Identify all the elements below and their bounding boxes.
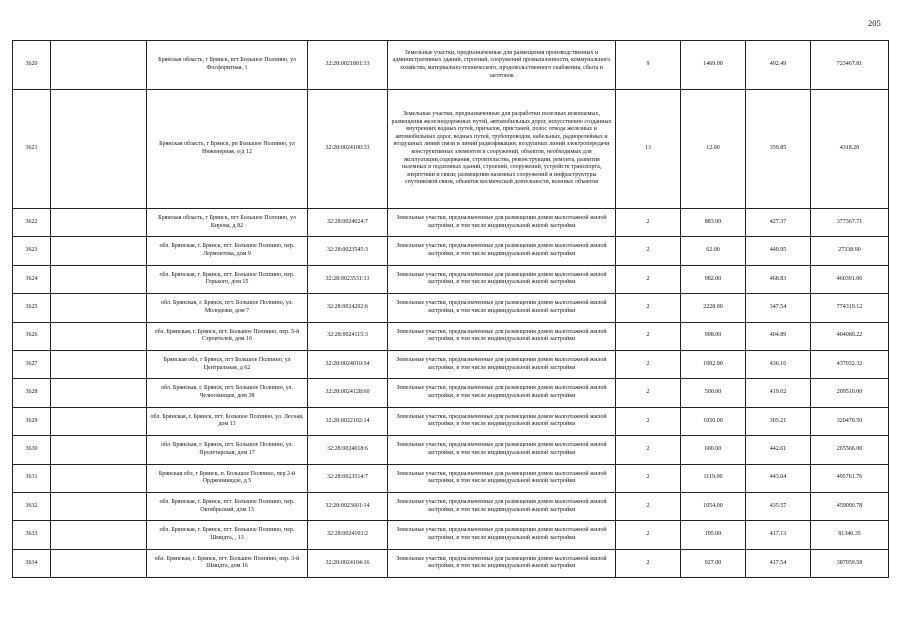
row-number-cell: 3625 (13, 294, 51, 322)
area-cell: 195.00 (681, 521, 746, 549)
row-number-cell: 3632 (13, 492, 51, 520)
area-cell: 927.00 (681, 549, 746, 577)
address-cell: обл. Брянская, г. Брянск, пгт. Большое Полпино, пер. Горького, дом 15 (147, 265, 308, 293)
area-cell: 1469.00 (681, 41, 746, 90)
row-number-cell: 3630 (13, 436, 51, 464)
use-group-code-cell: 2 (616, 265, 681, 293)
blank-cell (51, 492, 147, 520)
specific-value-cell: 419.02 (746, 379, 811, 407)
cadastral-number-cell: 32:28:0023545:3 (308, 237, 388, 265)
cadastral-number-cell: 32:28:0022102:14 (308, 407, 388, 435)
land-use-cell: Земельные участки, предназначенные для размещения домов малоэтажной жилой застройки, в том числе индивидуальной жилой застройки (388, 237, 616, 265)
specific-value-cell: 435.57 (746, 492, 811, 520)
cadastral-value-cell: 4318.20 (811, 90, 889, 209)
address-cell: Брянская область, г Брянск, пгт Большое Полпино, ул Кирова, д 82 (147, 209, 308, 237)
blank-cell (51, 322, 147, 350)
cadastral-value-cell: 387059.58 (811, 549, 889, 577)
area-cell: 1054.00 (681, 492, 746, 520)
use-group-code-cell: 2 (616, 492, 681, 520)
cadastral-value-table (12, 40, 889, 578)
land-use-cell: Земельные участки, предназначенные для размещения домов малоэтажной жилой застройки, в том числе индивидуальной жилой застройки (388, 521, 616, 549)
use-group-code-cell: 2 (616, 294, 681, 322)
blank-cell (51, 379, 147, 407)
address-cell: обл. Брянская, г. Брянск, пгт. Большое Полпино, пер. Шмидта, , 13 (147, 521, 308, 549)
specific-value-cell: 347.54 (746, 294, 811, 322)
specific-value-cell: 440.95 (746, 237, 811, 265)
table-row (13, 436, 889, 464)
address-cell: Брянская область, г Брянск, рп Большое Полпино, ул Инженерная, о/д 12 (147, 90, 308, 209)
specific-value-cell: 442.61 (746, 436, 811, 464)
cadastral-value-cell: 81340.35 (811, 521, 889, 549)
cadastral-value-cell: 437032.32 (811, 350, 889, 378)
cadastral-number-cell: 32:28:0024115:3 (308, 322, 388, 350)
use-group-code-cell: 13 (616, 90, 681, 209)
blank-cell (51, 209, 147, 237)
area-cell: 998.00 (681, 322, 746, 350)
cadastral-value-cell: 320470.50 (811, 407, 889, 435)
area-cell: 62.00 (681, 237, 746, 265)
cadastral-number-cell: 32:28:0024202:6 (308, 294, 388, 322)
cadastral-number-cell: 32:28:0024018:6 (308, 436, 388, 464)
address-cell: Брянская область, г Брянск, пгт Большое Полпино, ул Фосфоритная, 1 (147, 41, 308, 90)
area-cell: 600.00 (681, 436, 746, 464)
use-group-code-cell: 9 (616, 41, 681, 90)
cadastral-value-cell: 495761.76 (811, 464, 889, 492)
row-number-cell: 3626 (13, 322, 51, 350)
table-row (13, 209, 889, 237)
cadastral-number-cell: 32:28:0024104:16 (308, 549, 388, 577)
land-use-cell: Земельные участки, предназначенные для размещения домов малоэтажной жилой застройки, в том числе индивидуальной жилой застройки (388, 436, 616, 464)
land-use-cell: Земельные участки, предназначенные для размещения производственных и административных зданий, строений, сооружений промышленности, коммунального хозяйства, материально-технического, продовольственного снабжения, сбыта и заготовок (388, 41, 616, 90)
use-group-code-cell: 2 (616, 464, 681, 492)
area-cell: 1119.00 (681, 464, 746, 492)
table-row (13, 549, 889, 577)
cadastral-value-cell: 377367.71 (811, 209, 889, 237)
blank-cell (51, 90, 147, 209)
specific-value-cell: 417.13 (746, 521, 811, 549)
table-row (13, 379, 889, 407)
row-number-cell: 3621 (13, 90, 51, 209)
address-cell: обл. Брянская, г. Брянск, пгт. Большое Полпино, пер. Октябрьский, дом 13 (147, 492, 308, 520)
row-number-cell: 3629 (13, 407, 51, 435)
row-number-cell: 3633 (13, 521, 51, 549)
cadastral-number-cell: 32:28:0021801:33 (308, 41, 388, 90)
cadastral-number-cell: 32:28:0023531:13 (308, 265, 388, 293)
cadastral-number-cell: 32:28:0023601:14 (308, 492, 388, 520)
cadastral-number-cell: 32:28:0024024:7 (308, 209, 388, 237)
row-number-cell: 3620 (13, 41, 51, 90)
table-row (13, 41, 889, 90)
address-cell: Брянская обл, г Брянск, п. Большое Полпино, пер 2-й Орджоникидзе, д 5 (147, 464, 308, 492)
table-body (13, 41, 889, 578)
row-number-cell: 3622 (13, 209, 51, 237)
use-group-code-cell: 2 (616, 209, 681, 237)
address-cell: обл. Брянская, г. Брянск, пгт. Большое Полпино, ул. Пролетарская, дом 17 (147, 436, 308, 464)
blank-cell (51, 436, 147, 464)
specific-value-cell: 417.54 (746, 549, 811, 577)
use-group-code-cell: 2 (616, 436, 681, 464)
area-cell: 1050.00 (681, 407, 746, 435)
land-use-cell: Земельные участки, предназначенные для размещения домов малоэтажной жилой застройки, в том числе индивидуальной жилой застройки (388, 407, 616, 435)
row-number-cell: 3627 (13, 350, 51, 378)
blank-cell (51, 41, 147, 90)
table-row (13, 407, 889, 435)
land-use-cell: Земельные участки, предназначенные для размещения домов малоэтажной жилой застройки, в том числе индивидуальной жилой застройки (388, 265, 616, 293)
land-use-cell: Земельные участки, предназначенные для размещения домов малоэтажной жилой застройки, в том числе индивидуальной жилой застройки (388, 492, 616, 520)
use-group-code-cell: 2 (616, 407, 681, 435)
cadastral-value-cell: 265566.00 (811, 436, 889, 464)
cadastral-number-cell: 32:28:0023514:7 (308, 464, 388, 492)
blank-cell (51, 350, 147, 378)
area-cell: 12.00 (681, 90, 746, 209)
land-use-cell: Земельные участки, предназначенные для размещения домов малоэтажной жилой застройки, в том числе индивидуальной жилой застройки (388, 350, 616, 378)
table-row (13, 90, 889, 209)
address-cell: обл. Брянская, г. Брянск, пгт. Большое Полпино, ул. Челюскинцев, дом 38 (147, 379, 308, 407)
land-use-cell: Земельные участки, предназначенные для размещения домов малоэтажной жилой застройки, в том числе индивидуальной жилой застройки (388, 464, 616, 492)
land-use-cell: Земельные участки, предназначенные для разработки полезных ископаемых, размещения железнодорожных путей, автомобильных дорог, искусственно созданных внутренних водных путей, причалов, пристаней, полос отвода железных и автомобильных дорог, водных путей, трубопроводов, кабельных, радиорелейных и воздушных линий связи и линий радиофикации, воздушных линий электропередачи конструктивных элементов и сооружений, объектов, необходимых для эксплуатации,содержания, строительства, реконструкции, ремонта, развития наземных и подземных зданий, строений, сооружений, устройств транспорта, энергетики и связи; размещения наземных сооружений и инфраструктуры спутниковой связи, объектов космической деятельности, военных объектов (388, 90, 616, 209)
land-use-cell: Земельные участки, предназначенные для размещения домов малоэтажной жилой застройки, в том числе индивидуальной жилой застройки (388, 294, 616, 322)
specific-value-cell: 436.16 (746, 350, 811, 378)
cadastral-number-cell: 32:28:0024103:2 (308, 521, 388, 549)
blank-cell (51, 294, 147, 322)
area-cell: 982.00 (681, 265, 746, 293)
table-row (13, 237, 889, 265)
address-cell: обл. Брянская, г. Брянск, пгт. Большое Полпино, ул. Лесная, дом 13 (147, 407, 308, 435)
row-number-cell: 3623 (13, 237, 51, 265)
specific-value-cell: 305.21 (746, 407, 811, 435)
cadastral-number-cell: 32:28:0024010:34 (308, 350, 388, 378)
use-group-code-cell: 2 (616, 237, 681, 265)
table-row (13, 294, 889, 322)
address-cell: обл. Брянская, г. Брянск, пгт. Большое Полпино, ул. Молодежи, дом 7 (147, 294, 308, 322)
table-row (13, 464, 889, 492)
table-row (13, 350, 889, 378)
specific-value-cell: 443.04 (746, 464, 811, 492)
table-row (13, 322, 889, 350)
use-group-code-cell: 2 (616, 379, 681, 407)
land-use-cell: Земельные участки, предназначенные для размещения домов малоэтажной жилой застройки, в том числе индивидуальной жилой застройки (388, 379, 616, 407)
use-group-code-cell: 2 (616, 322, 681, 350)
row-number-cell: 3624 (13, 265, 51, 293)
cadastral-value-cell: 27338.90 (811, 237, 889, 265)
cadastral-value-cell: 209510.00 (811, 379, 889, 407)
use-group-code-cell: 2 (616, 549, 681, 577)
blank-cell (51, 265, 147, 293)
row-number-cell: 3628 (13, 379, 51, 407)
cadastral-value-cell: 404080.22 (811, 322, 889, 350)
use-group-code-cell: 2 (616, 350, 681, 378)
page-number: 205 (868, 18, 881, 28)
table-row (13, 265, 889, 293)
area-cell: 1002.00 (681, 350, 746, 378)
table-row (13, 492, 889, 520)
area-cell: 500.00 (681, 379, 746, 407)
table-row (13, 521, 889, 549)
row-number-cell: 3634 (13, 549, 51, 577)
cadastral-value-cell: 774319.12 (811, 294, 889, 322)
blank-cell (51, 464, 147, 492)
cadastral-number-cell: 32:28:0024128:60 (308, 379, 388, 407)
blank-cell (51, 549, 147, 577)
specific-value-cell: 468.83 (746, 265, 811, 293)
cadastral-number-cell: 32:28:0024100:33 (308, 90, 388, 209)
use-group-code-cell: 2 (616, 521, 681, 549)
cadastral-value-cell: 723467.81 (811, 41, 889, 90)
specific-value-cell: 359.85 (746, 90, 811, 209)
address-cell: обл. Брянская, г. Брянск, пгт. Большое Полпино, пер. Лермонтова, дом 9 (147, 237, 308, 265)
area-cell: 2228.00 (681, 294, 746, 322)
row-number-cell: 3631 (13, 464, 51, 492)
cadastral-value-cell: 460391.06 (811, 265, 889, 293)
address-cell: Брянская обл, г Брянск, пгт Большое Полпино, ул Центральная, д 62 (147, 350, 308, 378)
blank-cell (51, 407, 147, 435)
land-use-cell: Земельные участки, предназначенные для размещения домов малоэтажной жилой застройки, в том числе индивидуальной жилой застройки (388, 322, 616, 350)
specific-value-cell: 492.49 (746, 41, 811, 90)
specific-value-cell: 404.89 (746, 322, 811, 350)
blank-cell (51, 237, 147, 265)
address-cell: обл. Брянская, г. Брянск, пгт. Большое Полпино, пер. 3-й Шмидта, дом 16 (147, 549, 308, 577)
cadastral-value-cell: 459090.78 (811, 492, 889, 520)
land-use-cell: Земельные участки, предназначенные для размещения домов малоэтажной жилой застройки, в том числе индивидуальной жилой застройки (388, 549, 616, 577)
area-cell: 883.00 (681, 209, 746, 237)
blank-cell (51, 521, 147, 549)
specific-value-cell: 427.37 (746, 209, 811, 237)
address-cell: обл. Брянская, г. Брянск, пгт. Большое Полпино, пер. 5-й Строителей, дом 16 (147, 322, 308, 350)
land-use-cell: Земельные участки, предназначенные для размещения домов малоэтажной жилой застройки, в том числе индивидуальной жилой застройки (388, 209, 616, 237)
